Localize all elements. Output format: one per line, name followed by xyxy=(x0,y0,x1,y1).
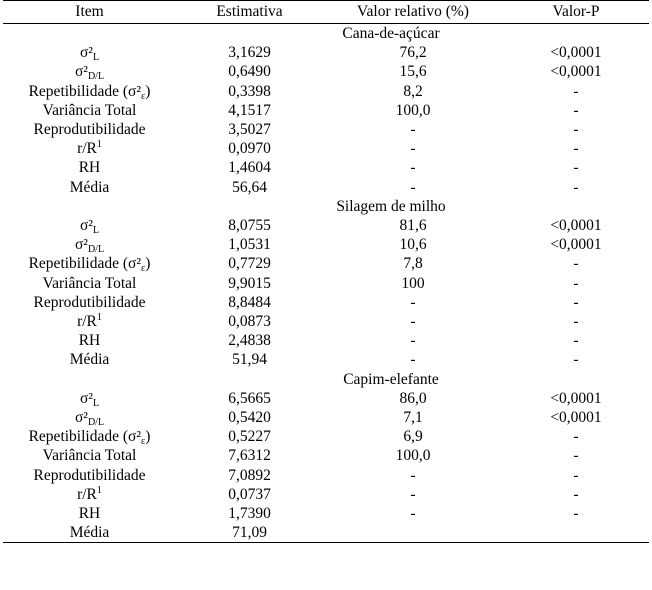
item-label: Repetibilidade (σ² xyxy=(28,255,142,273)
cell-item xyxy=(3,293,176,312)
cell-estimativa: 56,64 xyxy=(232,178,267,196)
item-label: Variância Total xyxy=(42,274,137,292)
cell-valor-relativo: 100,0 xyxy=(395,447,431,465)
item-suffix: ) xyxy=(145,428,151,446)
table-row xyxy=(3,235,649,254)
cell-estimativa: 1,0531 xyxy=(228,236,271,254)
item-suffix: ) xyxy=(145,82,151,100)
header-row xyxy=(3,1,649,24)
cell-item xyxy=(3,43,176,62)
cell-valor-p: - xyxy=(573,428,579,446)
cell-valor-p: <0,0001 xyxy=(550,389,602,407)
cell-item xyxy=(3,82,176,101)
item-subscript: L xyxy=(92,52,100,64)
cell-valor-relativo: - xyxy=(410,466,416,484)
cell-valor-relativo: - xyxy=(410,140,416,158)
item-label: Média xyxy=(69,524,110,542)
cell-estimativa: 7,6312 xyxy=(228,447,271,465)
cell-estimativa: 8,0755 xyxy=(228,217,271,235)
item-label: r/R xyxy=(77,485,97,503)
cell-valor-p: <0,0001 xyxy=(550,217,602,235)
item-suffix: ) xyxy=(145,255,151,273)
table-row xyxy=(3,408,649,427)
item-subscript: ε xyxy=(141,436,146,448)
cell-valor-p: <0,0001 xyxy=(550,236,602,254)
cell-valor-p: - xyxy=(573,505,579,523)
table-row xyxy=(3,274,649,293)
cell-valor-p: - xyxy=(573,293,579,311)
table-row xyxy=(3,293,649,312)
table-row xyxy=(3,504,649,523)
cell-valor-relativo: 6,9 xyxy=(403,428,423,446)
cell-item xyxy=(3,120,176,139)
cell-valor-relativo: - xyxy=(410,178,416,196)
table-row xyxy=(3,43,649,62)
cell-estimativa: 2,4838 xyxy=(228,332,271,350)
cell-item xyxy=(3,504,176,523)
cell-item xyxy=(3,427,176,446)
table-row xyxy=(3,466,649,485)
cell-valor-p: - xyxy=(573,447,579,465)
item-subscript: L xyxy=(92,397,100,409)
cell-valor-relativo: 86,0 xyxy=(399,389,427,407)
cell-estimativa: 7,0892 xyxy=(228,466,271,484)
item-superscript: 1 xyxy=(96,312,102,324)
cell-valor-relativo xyxy=(323,523,503,543)
cell-estimativa: 8,8484 xyxy=(228,293,271,311)
cell-valor-relativo: - xyxy=(410,485,416,503)
table-row xyxy=(3,62,649,81)
item-subscript: D/L xyxy=(87,417,105,429)
table-row xyxy=(3,82,649,101)
cell-item xyxy=(3,235,176,254)
cell-valor-p: - xyxy=(573,332,579,350)
table-row xyxy=(3,331,649,350)
cell-estimativa: 1,7390 xyxy=(228,505,271,523)
cell-item xyxy=(3,254,176,273)
cell-item xyxy=(3,408,176,427)
item-label: σ² xyxy=(79,44,93,62)
cell-item xyxy=(3,158,176,177)
table-row xyxy=(3,178,649,197)
item-label: σ² xyxy=(79,217,93,235)
cell-estimativa: 0,3398 xyxy=(228,82,271,100)
table-row xyxy=(3,389,649,408)
cell-estimativa: 0,5420 xyxy=(228,409,271,427)
item-superscript: 1 xyxy=(96,484,102,496)
table-row xyxy=(3,427,649,446)
cell-estimativa: 3,1629 xyxy=(228,44,271,62)
cell-valor-relativo: - xyxy=(410,121,416,139)
header-estimativa: Estimativa xyxy=(216,3,283,20)
header-item: Item xyxy=(75,3,104,20)
item-subscript: ε xyxy=(141,90,146,102)
table-row xyxy=(3,254,649,273)
item-label: σ² xyxy=(74,409,88,427)
table-row xyxy=(3,158,649,177)
cell-valor-p: - xyxy=(573,313,579,331)
cell-valor-p: - xyxy=(573,159,579,177)
cell-estimativa: 71,09 xyxy=(232,524,267,542)
cell-estimativa: 0,0737 xyxy=(228,485,271,503)
item-label: σ² xyxy=(74,236,88,254)
cell-estimativa: 4,1517 xyxy=(228,101,271,119)
cell-valor-p: - xyxy=(573,485,579,503)
cell-valor-p: - xyxy=(573,351,579,369)
group-row xyxy=(3,24,649,44)
cell-valor-p: - xyxy=(573,101,579,119)
item-label: Reprodutibilidade xyxy=(33,466,146,484)
cell-estimativa: 0,6490 xyxy=(228,63,271,81)
cell-valor-p: - xyxy=(573,121,579,139)
group-title: Capim-elefante xyxy=(343,370,439,388)
item-label: r/R xyxy=(77,313,97,331)
item-label: RH xyxy=(78,332,101,350)
cell-valor-relativo: 81,6 xyxy=(399,217,427,235)
cell-estimativa: 51,94 xyxy=(232,351,267,369)
table-row xyxy=(3,139,649,158)
item-label: Reprodutibilidade xyxy=(33,121,146,139)
item-label: Média xyxy=(69,178,110,196)
cell-valor-p: - xyxy=(573,466,579,484)
cell-valor-p: - xyxy=(573,255,579,273)
table-row xyxy=(3,216,649,235)
cell-item xyxy=(3,523,176,543)
item-label: RH xyxy=(78,505,101,523)
cell-valor-relativo: 10,6 xyxy=(399,236,427,254)
item-label: Variância Total xyxy=(42,447,137,465)
cell-valor-relativo: - xyxy=(410,313,416,331)
cell-item xyxy=(3,350,176,369)
cell-estimativa: 9,9015 xyxy=(228,274,271,292)
header-valor-p: Valor-P xyxy=(552,3,600,20)
item-label: Variância Total xyxy=(42,101,137,119)
item-subscript: L xyxy=(92,225,100,237)
cell-valor-relativo: 100,0 xyxy=(395,101,431,119)
cell-item xyxy=(3,216,176,235)
item-label: Reprodutibilidade xyxy=(33,293,146,311)
cell-estimativa: 6,5665 xyxy=(228,389,271,407)
item-label: σ² xyxy=(74,63,88,81)
cell-estimativa: 0,7729 xyxy=(228,255,271,273)
item-label: r/R xyxy=(77,140,97,158)
group-row xyxy=(3,370,649,389)
cell-estimativa: 0,0873 xyxy=(228,313,271,331)
item-subscript: D/L xyxy=(87,244,105,256)
item-label: Repetibilidade (σ² xyxy=(28,428,142,446)
cell-item xyxy=(3,139,176,158)
table-header xyxy=(3,1,649,24)
cell-valor-p: - xyxy=(573,82,579,100)
cell-valor-p: - xyxy=(573,274,579,292)
cell-estimativa: 0,0970 xyxy=(228,140,271,158)
table-row xyxy=(3,523,649,543)
cell-item xyxy=(3,389,176,408)
table-row xyxy=(3,101,649,120)
item-subscript: D/L xyxy=(87,71,105,83)
cell-valor-relativo: - xyxy=(410,351,416,369)
cell-item xyxy=(3,466,176,485)
cell-item xyxy=(3,485,176,504)
cell-valor-relativo: 7,1 xyxy=(403,409,423,427)
cell-valor-relativo: - xyxy=(410,505,416,523)
group-title: Cana-de-açúcar xyxy=(342,25,440,42)
cell-valor-p: <0,0001 xyxy=(550,409,602,427)
cell-item xyxy=(3,101,176,120)
cell-valor-p: <0,0001 xyxy=(550,44,602,62)
cell-valor-relativo: - xyxy=(410,159,416,177)
item-label: Repetibilidade (σ² xyxy=(28,82,142,100)
cell-item xyxy=(3,312,176,331)
cell-valor-relativo: 100 xyxy=(401,274,425,292)
item-superscript: 1 xyxy=(96,139,102,151)
cell-estimativa: 1,4604 xyxy=(228,159,271,177)
cell-valor-p: - xyxy=(573,178,579,196)
table-row xyxy=(3,350,649,369)
variance-table xyxy=(3,0,649,543)
cell-valor-relativo: 15,6 xyxy=(399,63,427,81)
header-valor-relativo: Valor relativo (%) xyxy=(357,3,469,20)
group-row xyxy=(3,197,649,216)
cell-valor-relativo: 7,8 xyxy=(403,255,423,273)
table-row xyxy=(3,485,649,504)
cell-valor-relativo: - xyxy=(410,293,416,311)
cell-estimativa: 3,5027 xyxy=(228,121,271,139)
cell-valor-relativo: 76,2 xyxy=(399,44,427,62)
item-label: Média xyxy=(69,351,110,369)
cell-item xyxy=(3,274,176,293)
table-row xyxy=(3,446,649,465)
cell-estimativa: 0,5227 xyxy=(228,428,271,446)
cell-valor-p: <0,0001 xyxy=(550,63,602,81)
table-row xyxy=(3,120,649,139)
cell-item xyxy=(3,62,176,81)
item-subscript: ε xyxy=(141,263,146,275)
cell-valor-relativo: - xyxy=(410,332,416,350)
cell-valor-relativo: 8,2 xyxy=(403,82,423,100)
item-label: RH xyxy=(78,159,101,177)
cell-valor-p: - xyxy=(573,140,579,158)
item-label: σ² xyxy=(79,389,93,407)
table-body xyxy=(3,24,649,543)
cell-item xyxy=(3,178,176,197)
cell-item xyxy=(3,446,176,465)
cell-valor-p xyxy=(503,523,649,543)
group-title: Silagem de milho xyxy=(336,197,446,215)
table-row xyxy=(3,312,649,331)
cell-item xyxy=(3,331,176,350)
